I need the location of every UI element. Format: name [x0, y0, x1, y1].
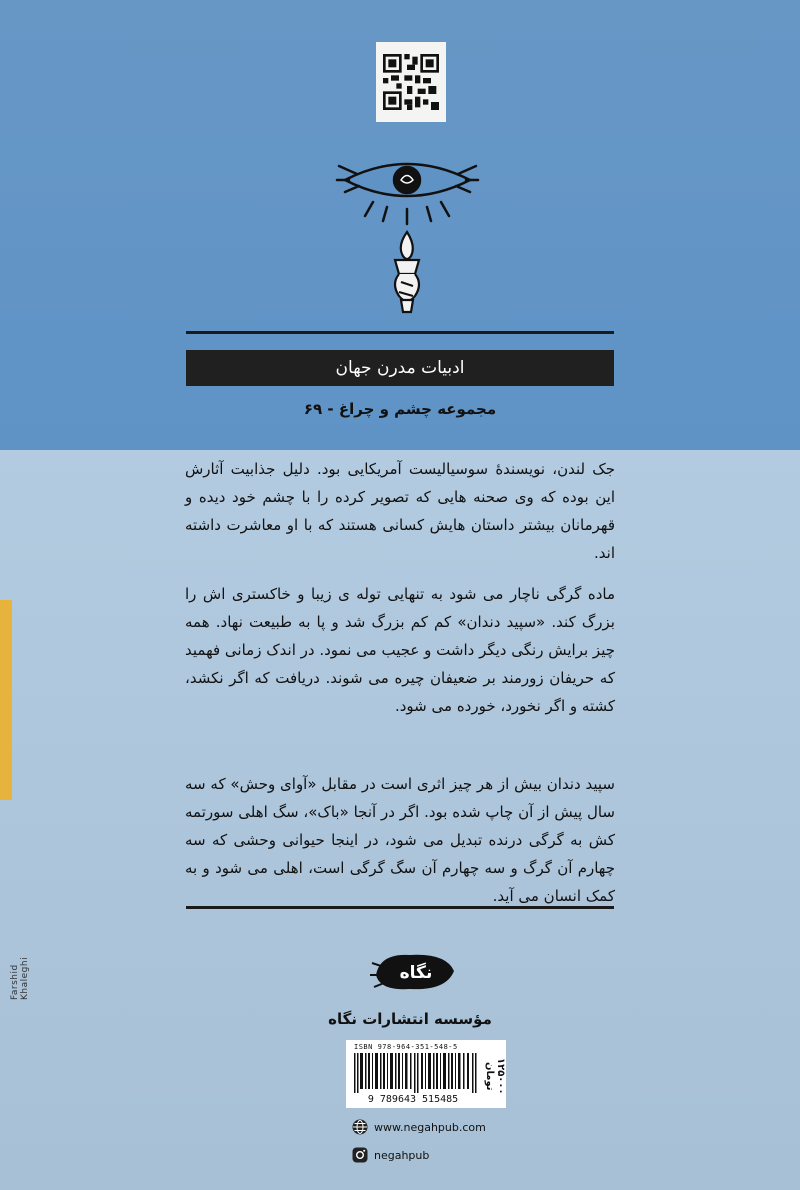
barcode: [346, 1040, 506, 1108]
instagram-handle[interactable]: negahpub: [374, 1148, 430, 1162]
instagram-icon: [352, 1147, 368, 1163]
blurb-paragraph-3: سپید دندان بیش از هر چیز اثری است در مقابل «آوای وحش» که سه سال پیش از آن چاپ شده بود. اگر در آنجا «باک»، سگ اهلی سورتمه کش به گرگی درنده تبدیل می شود، در اینجا حیوانی وحشی که سه چهارم آن گرگ و سه چهارم آن سگ گرگی است، اهلی می شود و به کمک انسان می آید.: [185, 775, 615, 905]
negah-logo-icon: [370, 945, 460, 997]
bottom-rule: [186, 906, 614, 909]
qr-code-icon: [383, 54, 439, 110]
globe-icon: [352, 1119, 368, 1135]
website-link[interactable]: www.negahpub.com: [374, 1120, 486, 1134]
series-title: ادبیات مدرن جهان: [186, 350, 614, 386]
instagram-row[interactable]: [352, 1146, 429, 1164]
publisher-logo-text: نگاه: [399, 963, 433, 983]
designer-credit: Farshid Khaleghi: [10, 956, 30, 1000]
spine-edge: [0, 600, 12, 800]
website-row[interactable]: [352, 1118, 486, 1136]
price-label: ۱۲۵۰۰۰ تومان: [484, 1057, 506, 1095]
isbn-number: ISBN 978-964-351-548-5: [354, 1043, 458, 1051]
blurb-paragraph-2: ماده گرگی ناچار می شود به تنهایی توله ی زیبا و خاکستری اش را بزرگ کند. «سپید دندان» کم کم بزرگ شد و پا به طبیعت نهاد. همه چیز برایش رنگی دیگر داشت و عجیب می نمود. در اندک زمانی فهمید که حریفان زورمند بر ضعیفان چیره می شوند. دریافت که اگر نکشد، کشته و اگر نخورد، خورده می شود.: [185, 585, 615, 715]
blurb-paragraph-1: جک لندن، نویسندهٔ سوسیالیست آمریکایی بود. دلیل جذابیت آثارش این بوده که وی صحنه هایی که تصویر کرده را با چشم خود دیده و قهرمانان بیشتر داستان هایش کسانی هستند که با او معاشرت داشته اند.: [185, 460, 615, 562]
barcode-bars-icon: [354, 1053, 478, 1093]
publisher-name: مؤسسه انتشارات نگاه: [328, 1010, 492, 1028]
ean-number: 9 789643 515485: [367, 1094, 459, 1105]
collection-number: مجموعه چشم و چراغ - ۶۹: [303, 400, 497, 418]
qr-code[interactable]: [376, 42, 446, 122]
eye-torch-emblem-icon: [335, 150, 480, 320]
top-rule: [186, 331, 614, 334]
